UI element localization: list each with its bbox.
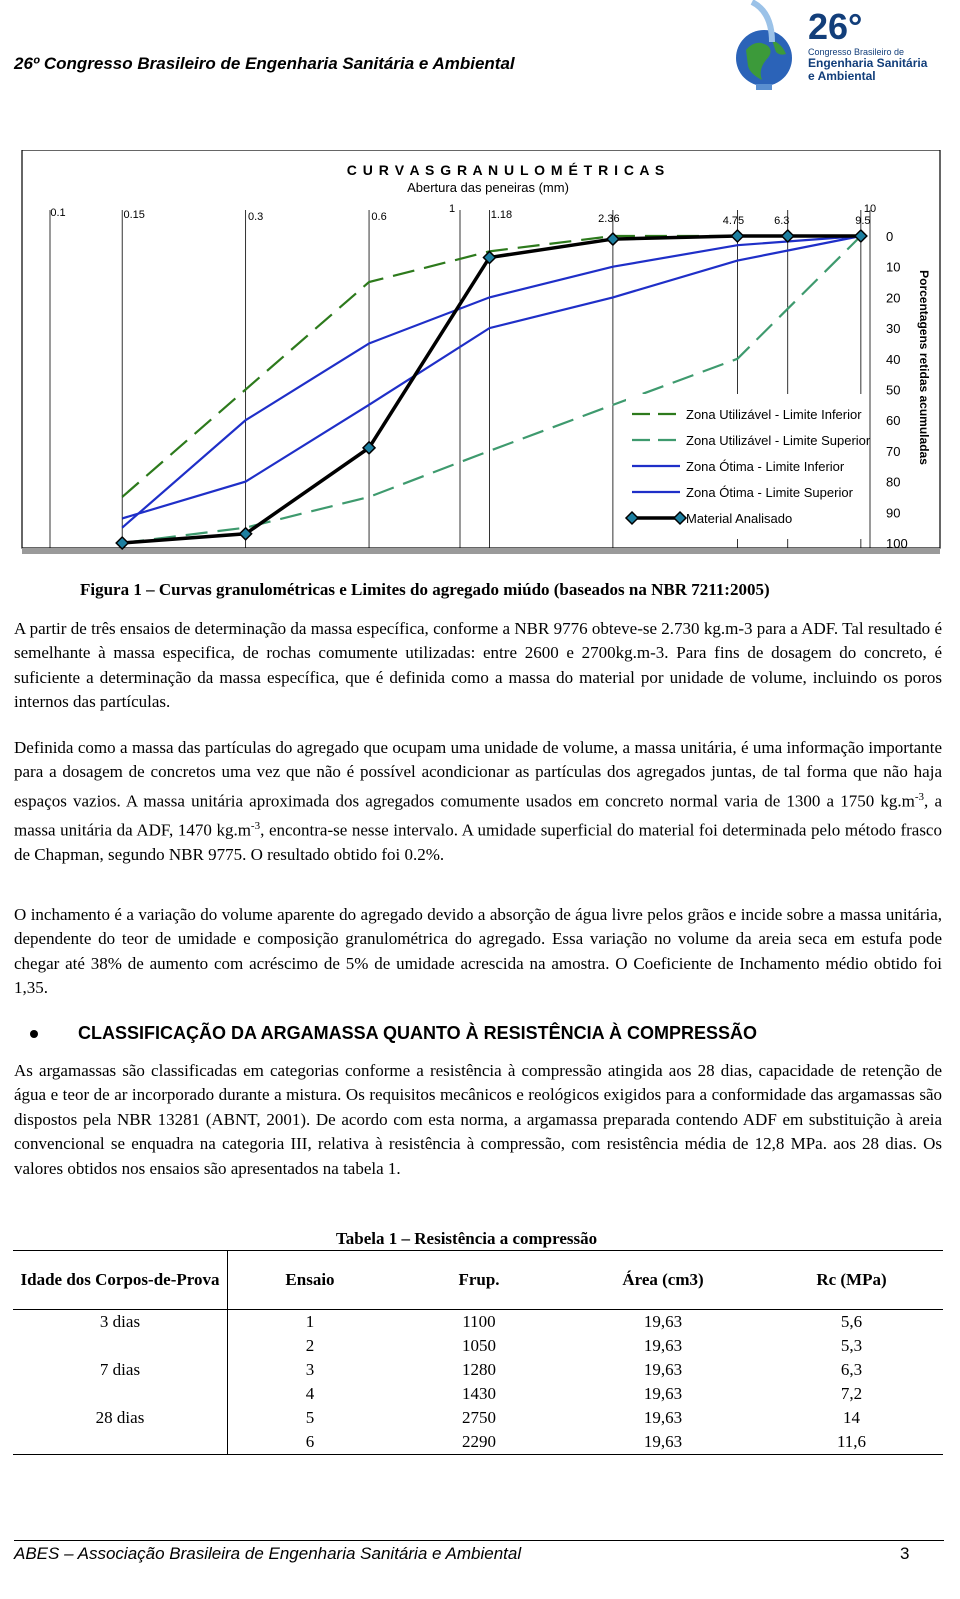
- table-cell: 6,3: [840, 1360, 863, 1379]
- table-cell: 5: [305, 1408, 315, 1427]
- x-tick-label: 9.5: [855, 215, 871, 227]
- table-cell: 2: [305, 1336, 315, 1355]
- x-tick-label: 6.3: [774, 215, 790, 227]
- table-cell: 19,63: [643, 1336, 683, 1355]
- logo-number: 26°: [808, 6, 863, 47]
- table-cell: 2290: [392, 1430, 566, 1455]
- table-header-cell: Área (cm3): [566, 1251, 760, 1310]
- legend-label: Zona Ótima - Limite Superior: [686, 485, 853, 500]
- figure-caption: Figura 1 – Curvas granulométricas e Limites do agregado miúdo (baseados na NBR 7211:2005): [80, 580, 770, 599]
- y-tick-label: 30: [886, 321, 901, 337]
- table-cell: 5,3: [840, 1336, 863, 1355]
- legend-label: Zona Ótima - Limite Inferior: [686, 459, 845, 474]
- conference-logo: [722, 0, 942, 92]
- table-cell: [13, 1430, 228, 1455]
- bullet-icon: [30, 1030, 38, 1038]
- y-tick-label: 90: [886, 505, 901, 521]
- x-tick-label: 0.1: [50, 207, 66, 219]
- table-header-row: [13, 1251, 943, 1310]
- conference-header-title: 26º Congresso Brasileiro de Engenharia Sanitária e Ambiental: [14, 54, 515, 73]
- footer-divider: [14, 1540, 944, 1541]
- legend-label: Zona Utilizável - Limite Inferior: [686, 407, 862, 422]
- table-header-cell: Idade dos Corpos-de-Prova: [13, 1251, 228, 1310]
- x-tick-label: 0.6: [371, 211, 387, 223]
- table-header-cell: Ensaio: [228, 1251, 393, 1310]
- chart-svg: [20, 150, 946, 568]
- table-cell: 11,6: [760, 1430, 943, 1455]
- table-cell: 5,6: [840, 1312, 863, 1331]
- y-tick-label: 60: [886, 413, 901, 429]
- x-tick-label: 4.75: [722, 215, 745, 227]
- table-cell: [13, 1334, 228, 1358]
- page-number: 3: [900, 1544, 910, 1563]
- table-cell: 1050: [462, 1336, 496, 1355]
- legend-label: Material Analisado: [686, 511, 793, 526]
- y-tick-label: 80: [886, 474, 901, 490]
- resistance-table: [13, 1250, 943, 1455]
- table-cell: 19,63: [643, 1312, 683, 1331]
- footer-text: ABES – Associação Brasileira de Engenharia Sanitária e Ambiental: [14, 1544, 522, 1563]
- table-cell: 1: [305, 1312, 315, 1331]
- table-cell: [13, 1382, 228, 1406]
- table-row: [13, 1358, 943, 1382]
- x-tick-label: 1.18: [490, 209, 513, 221]
- table-row: [13, 1334, 943, 1358]
- x-tick-label: 0.15: [123, 209, 145, 221]
- table-cell: 3: [305, 1360, 315, 1379]
- table-row: [13, 1406, 943, 1430]
- table-title: Tabela 1 – Resistência a compressão: [336, 1229, 598, 1248]
- table-cell: 3 dias: [13, 1310, 228, 1335]
- granulometric-chart: [20, 150, 946, 568]
- table-cell: 19,63: [643, 1408, 683, 1427]
- table-cell: 7 dias: [13, 1358, 228, 1382]
- logo-line1: Congresso Brasileiro de: [808, 47, 905, 57]
- table-cell: 19,63: [566, 1430, 760, 1455]
- paragraph-unit-mass: Definida como a massa das partículas do agregado que ocupam uma unidade de volume, a massa unitária, é uma informação importante para a dosagem de concretos uma vez que não é possível acondicionar as partículas dos agregados juntas, de tal forma que não haja espaços vazios. A massa unitária aproximada dos agregados comumente usados em concreto normal varia de 1300 a 1750 $kg.m^{-3}$, a massa unitária da ADF, 1470 $kg.m^{-3}$, encontra-se nesse intervalo. A umidade superficial do material foi determinada pelo método frasco de Chapman, segundo NBR 9775. O resultado obtido foi 0.2%.: [14, 738, 942, 864]
- table-cell: 6: [228, 1430, 393, 1455]
- table-cell: 28 dias: [13, 1406, 228, 1430]
- paragraph-swelling: O inchamento é a variação do volume aparente do agregado devido a absorção de água livre pelos grãos e incide sobre a massa unitária, dependente do teor de umidade e composição granulométrica do agregado. Essa variação no volume da areia seca em estufa pode chegar até 38% de aumento com acréscimo de 5% de umidade acrescida na amostra. O Coeficiente de Inchamento médio obtido foi 1,35.: [14, 905, 942, 998]
- table-cell: 4: [305, 1384, 315, 1403]
- legend-label: Zona Utilizável - Limite Superior: [686, 433, 871, 448]
- y-tick-label: 0: [886, 229, 894, 244]
- y-tick-label: 100: [886, 536, 908, 551]
- paragraph-specific-mass: A partir de três ensaios de determinação da massa específica, conforme a NBR 9776 obteve-se 2.730 kg.m-3 para a ADF. Tal resultado é semelhante à massa especifica, de rochas comumente utilizadas: entre 2600 e 2700kg.m-3. Para fins de dosagem do concreto, é suficiente a determinação da massa específica, que é definida como a massa do material por unidade de volume, incluindo os poros internos das partículas.: [14, 619, 942, 712]
- x-tick-label: 0.3: [247, 211, 264, 223]
- y-tick-label: 50: [886, 382, 901, 398]
- table-cell: 1280: [462, 1360, 496, 1379]
- y-tick-label: 40: [886, 351, 901, 367]
- section-heading: CLASSIFICAÇÃO DA ARGAMASSA QUANTO À RESISTÊNCIA À COMPRESSÃO: [30, 1023, 757, 1044]
- table-row: [13, 1382, 943, 1406]
- table-cell: 19,63: [643, 1360, 683, 1379]
- table-cell: 1430: [462, 1384, 496, 1403]
- table-cell: 19,63: [643, 1384, 683, 1403]
- y-axis-label: Porcentagens retidas acumuladas: [917, 270, 931, 465]
- x-tick-label: 10: [863, 203, 877, 215]
- table-header-cell: Frup.: [392, 1251, 566, 1310]
- table-row: [13, 1430, 943, 1455]
- chart-subtitle: Abertura das peneiras (mm): [407, 180, 569, 195]
- chart-title: C U R V A S G R A N U L O M É T R I C A S: [346, 162, 666, 178]
- paragraph-classification: As argamassas são classificadas em categorias conforme a resistência à compressão atingida aos 28 dias, capacidade de retenção de água e teor de ar incorporado durante a mistura. Os requisitos mecânicos e reológicos exigidos para a conformidade das argamassas são dispostos pela NBR 13281 (ABNT, 2001). De acordo com esta norma, a argamassa preparada contendo ADF em substituição à areia convencional se enquadra na categoria III, relativa à resistência à compressão, com resistência média de 12,8 MPa. aos 28 dias. Os valores obtidos nos ensaios são apresentados na tabela 1.: [14, 1061, 942, 1178]
- chart-bottom-bar: [22, 548, 940, 554]
- table-cell: 7,2: [840, 1384, 863, 1403]
- y-tick-label: 70: [886, 443, 901, 459]
- table-cell: 2750: [462, 1408, 496, 1427]
- table-cell: 1100: [462, 1312, 496, 1331]
- globe-icon: [722, 0, 806, 92]
- x-tick-label: 2.36: [598, 213, 620, 225]
- table-row: [13, 1310, 943, 1335]
- table-header-cell: Rc (MPa): [760, 1251, 943, 1310]
- x-tick-label: 1: [448, 203, 456, 215]
- y-tick-label: 10: [886, 259, 901, 275]
- table-cell: 14: [843, 1408, 860, 1427]
- logo-line2: Engenharia Sanitária e Ambiental: [808, 56, 928, 83]
- y-tick-label: 20: [886, 290, 901, 306]
